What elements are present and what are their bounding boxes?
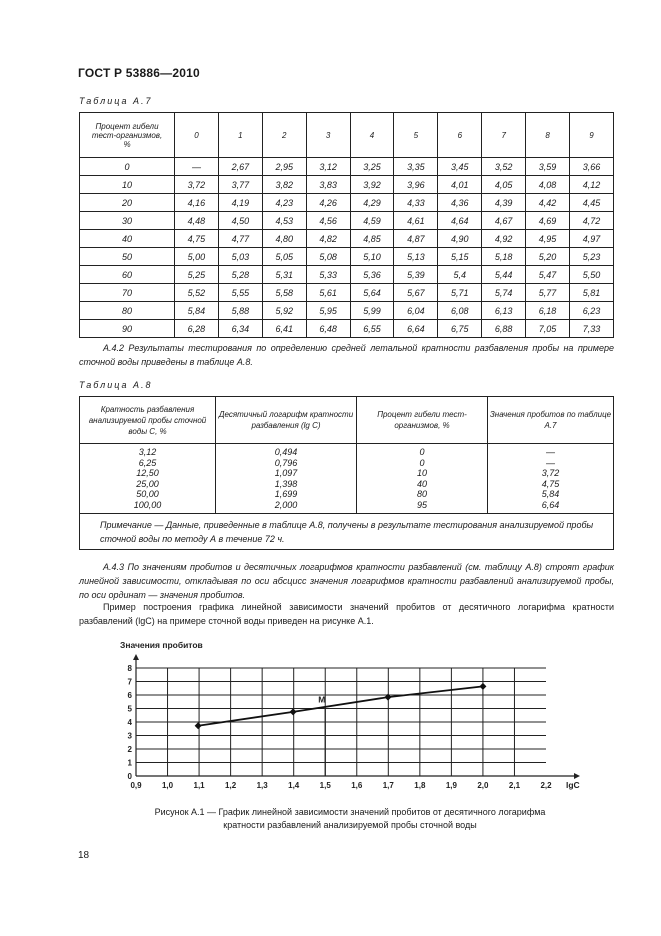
table-cell: 7,05 [526, 320, 570, 338]
x-tick-label: 2,0 [477, 781, 489, 790]
table-cell: 4,87 [394, 230, 438, 248]
table-cell: 5,20 [526, 248, 570, 266]
table-cell: 5,88 [218, 302, 262, 320]
table-cell: 4,92 [482, 230, 526, 248]
column-header: 6 [438, 113, 482, 158]
table-cell: 4,77 [218, 230, 262, 248]
table-cell: 6,18 [526, 302, 570, 320]
table-cell: 3,45 [438, 158, 482, 176]
table-cell: 2,67 [218, 158, 262, 176]
table-cell: 5,31 [262, 266, 306, 284]
column-header: 4 [350, 113, 394, 158]
table-cell: 4,08 [526, 176, 570, 194]
table-cell: 5,61 [306, 284, 350, 302]
table-cell: 2,95 [262, 158, 306, 176]
table-row [80, 158, 614, 176]
x-tick-label: 1,0 [161, 781, 174, 790]
table-a8-col-dilution: 3,12 6,25 12,50 25,00 50,00 100,00 [80, 444, 216, 514]
paragraph-a43: А.4.3 По значениям пробитов и десятичных логарифмов кратности разбавлений (см. таблицу А.8) строят график линейной зависимости, откладывая по оси абсцисс значения логарифмов кратности разбавлений анализируемой пробы, по оси ординат — значения пробитов. [79, 562, 614, 600]
y-tick-label: 2 [127, 745, 132, 754]
table-cell: 6,64 [394, 320, 438, 338]
table-cell: 4,12 [570, 176, 614, 194]
table-cell: 6,23 [570, 302, 614, 320]
x-axis-label: lgC [566, 780, 580, 790]
table-a7-header-row [80, 113, 614, 158]
y-tick-label: 4 [127, 718, 132, 727]
y-tick-label: 8 [127, 664, 132, 673]
x-tick-label: 2,2 [540, 781, 552, 790]
table-cell: 3,59 [526, 158, 570, 176]
table-cell: 3,92 [350, 176, 394, 194]
table-cell: 3,35 [394, 158, 438, 176]
table-cell: 5,15 [438, 248, 482, 266]
table-cell: 5,4 [438, 266, 482, 284]
y-tick-label: 0 [127, 772, 132, 781]
series-line [198, 686, 483, 725]
table-cell: 4,36 [438, 194, 482, 212]
data-point [195, 722, 202, 729]
table-a8-caption: Таблица А.8 [79, 380, 153, 390]
table-a8-col-probit: — — 3,72 4,75 5,84 6,64 [488, 444, 614, 514]
table-cell: 4,82 [306, 230, 350, 248]
table-cell: 6,34 [218, 320, 262, 338]
y-tick-label: 3 [127, 731, 132, 741]
corner-header-line: Процент гибели [95, 121, 159, 131]
table-cell: 5,81 [570, 284, 614, 302]
paragraph-example: Пример построения графика линейной зависимости значений пробитов от десятичного логарифма кратности разбавлений (lgC) на примере сточной воды приведен на рисунке А.1. [79, 602, 614, 626]
table-cell: 4,95 [526, 230, 570, 248]
column-header: 0 [175, 113, 219, 158]
table-cell: 5,84 [175, 302, 219, 320]
table-cell: 4,01 [438, 176, 482, 194]
document-title: ГОСТ Р 53886—2010 [78, 66, 200, 80]
table-cell: 6,04 [394, 302, 438, 320]
row-header-cell: 90 [80, 320, 175, 338]
table-cell: 5,10 [350, 248, 394, 266]
y-tick-label: 6 [127, 691, 132, 700]
column-header: 5 [394, 113, 438, 158]
table-row [80, 176, 614, 194]
table-cell: 4,05 [482, 176, 526, 194]
table-a8-header: Десятичный логарифм кратности разбавления (lg С) [216, 397, 357, 444]
table-cell: 4,85 [350, 230, 394, 248]
x-tick-label: 2,1 [508, 781, 521, 790]
table-cell: 5,23 [570, 248, 614, 266]
x-tick-label: 0,9 [130, 781, 142, 790]
table-cell: 4,50 [218, 212, 262, 230]
column-header: 3 [306, 113, 350, 158]
table-cell: 4,69 [526, 212, 570, 230]
table-cell: 3,52 [482, 158, 526, 176]
table-cell: 3,66 [570, 158, 614, 176]
table-cell: 4,67 [482, 212, 526, 230]
y-tick-label: 5 [127, 704, 132, 714]
table-cell: 4,39 [482, 194, 526, 212]
table-cell: 5,33 [306, 266, 350, 284]
corner-header-line: тест-организмов, [91, 130, 163, 140]
table-cell: 6,41 [262, 320, 306, 338]
y-tick-label: 1 [127, 758, 132, 768]
table-cell: 5,58 [262, 284, 306, 302]
paragraph-a42: А.4.2 Результаты тестирования по определению средней летальной кратности разбавления пробы на примере сточной воды приведены в таблице А.8. [79, 343, 614, 367]
table-cell: 4,45 [570, 194, 614, 212]
table-cell: 5,18 [482, 248, 526, 266]
table-cell: 4,75 [175, 230, 219, 248]
row-header-cell: 80 [80, 302, 175, 320]
table-cell: 4,33 [394, 194, 438, 212]
table-a7-corner-header [80, 113, 175, 158]
table-cell: 5,92 [262, 302, 306, 320]
table-a8-col-mortality: 0 0 10 40 80 95 [357, 444, 488, 514]
table-cell: 4,59 [350, 212, 394, 230]
table-cell: 6,88 [482, 320, 526, 338]
table-cell: 4,61 [394, 212, 438, 230]
table-a8-header-row [80, 397, 614, 444]
table-cell: 5,67 [394, 284, 438, 302]
table-cell: 4,72 [570, 212, 614, 230]
data-point [290, 708, 297, 715]
y-axis-label: Значения пробитов [120, 640, 203, 650]
row-header-cell: 10 [80, 176, 175, 194]
table-cell: 5,08 [306, 248, 350, 266]
table-cell: 5,03 [218, 248, 262, 266]
table-a7 [79, 112, 614, 338]
table-cell: 6,55 [350, 320, 394, 338]
table-cell: 6,48 [306, 320, 350, 338]
table-cell: 4,56 [306, 212, 350, 230]
table-row [80, 266, 614, 284]
table-cell: 5,95 [306, 302, 350, 320]
table-cell: 5,64 [350, 284, 394, 302]
table-cell: 4,53 [262, 212, 306, 230]
table-cell: 5,13 [394, 248, 438, 266]
column-header: 9 [570, 113, 614, 158]
table-cell: 5,39 [394, 266, 438, 284]
table-cell: 4,19 [218, 194, 262, 212]
table-a8-note-row [80, 514, 614, 550]
table-cell: 4,42 [526, 194, 570, 212]
table-cell: 4,97 [570, 230, 614, 248]
table-a8-header: Значения пробитов по таблице А.7 [488, 397, 614, 444]
table-cell: 3,72 [175, 176, 219, 194]
figure-a1-chart [100, 638, 600, 798]
table-cell: 6,08 [438, 302, 482, 320]
row-header-cell: 20 [80, 194, 175, 212]
row-header-cell: 30 [80, 212, 175, 230]
table-cell: 4,23 [262, 194, 306, 212]
y-tick-label: 7 [127, 677, 132, 687]
table-cell: 3,82 [262, 176, 306, 194]
x-tick-label: 1,2 [225, 781, 237, 790]
table-cell: 5,28 [218, 266, 262, 284]
table-a8-header: Кратность разбавления анализируемой пробы сточной воды С, % [80, 397, 216, 444]
table-a8-header: Процент гибели тест-организмов, % [357, 397, 488, 444]
data-point [479, 683, 486, 690]
table-row [80, 302, 614, 320]
row-header-cell: 0 [80, 158, 175, 176]
table-cell: 5,00 [175, 248, 219, 266]
x-tick-label: 1,1 [193, 781, 205, 790]
table-row [80, 212, 614, 230]
table-a7-caption: Таблица А.7 [79, 96, 153, 106]
table-cell: 7,33 [570, 320, 614, 338]
column-header: 1 [218, 113, 262, 158]
row-header-cell: 40 [80, 230, 175, 248]
table-cell: 5,36 [350, 266, 394, 284]
table-cell: 4,80 [262, 230, 306, 248]
table-cell: 5,44 [482, 266, 526, 284]
table-cell: 4,48 [175, 212, 219, 230]
table-cell: 4,29 [350, 194, 394, 212]
table-cell: 5,47 [526, 266, 570, 284]
table-cell: 4,64 [438, 212, 482, 230]
x-tick-label: 1,3 [256, 781, 268, 790]
table-cell: 3,12 [306, 158, 350, 176]
table-cell: 5,25 [175, 266, 219, 284]
table-cell: 3,25 [350, 158, 394, 176]
row-header-cell: 50 [80, 248, 175, 266]
table-row [80, 320, 614, 338]
table-cell: 5,71 [438, 284, 482, 302]
x-axis-arrow-icon [574, 773, 580, 779]
x-tick-label: 1,8 [414, 781, 426, 790]
x-tick-label: 1,4 [288, 781, 300, 790]
x-tick-label: 1,6 [351, 781, 363, 790]
table-cell: 5,52 [175, 284, 219, 302]
corner-header-line: % [123, 139, 131, 149]
table-row [80, 284, 614, 302]
column-header: 2 [262, 113, 306, 158]
table-cell: 6,13 [482, 302, 526, 320]
row-header-cell: 60 [80, 266, 175, 284]
table-cell: 6,28 [175, 320, 219, 338]
page-number: 18 [78, 850, 90, 861]
table-cell: 5,05 [262, 248, 306, 266]
table-cell: 4,16 [175, 194, 219, 212]
table-a8 [79, 396, 614, 550]
annotation-label-m: М [318, 694, 326, 705]
table-cell: 3,77 [218, 176, 262, 194]
x-tick-label: 1,7 [382, 781, 394, 790]
table-a8-data-row [80, 444, 614, 514]
table-cell: 5,50 [570, 266, 614, 284]
x-tick-label: 1,5 [319, 781, 331, 790]
table-a7-body [80, 158, 614, 338]
probit-chart-svg [100, 638, 600, 798]
table-cell: 4,26 [306, 194, 350, 212]
table-a8-col-log: 0,494 0,796 1,097 1,398 1,699 2,000 [216, 444, 357, 514]
table-row [80, 248, 614, 266]
table-cell: 3,96 [394, 176, 438, 194]
table-row [80, 230, 614, 248]
figure-a1-caption: Рисунок А.1 — График линейной зависимости значений пробитов от десятичного логарифма кратности разбавлений анализируемой пробы сточной воды [154, 807, 546, 830]
table-cell: 5,77 [526, 284, 570, 302]
x-tick-label: 1,9 [445, 781, 457, 790]
column-header: 8 [526, 113, 570, 158]
table-row [80, 194, 614, 212]
y-axis-arrow-icon [133, 654, 139, 660]
table-cell: 5,74 [482, 284, 526, 302]
table-cell: 5,55 [218, 284, 262, 302]
table-a8-note: Примечание — Данные, приведенные в таблице А.8, получены в результате тестирования анализируемой пробы сточной воды по методу А в течение 72 ч. [80, 514, 614, 550]
table-cell: 6,75 [438, 320, 482, 338]
table-cell: 5,99 [350, 302, 394, 320]
column-header: 7 [482, 113, 526, 158]
table-cell: 4,90 [438, 230, 482, 248]
table-cell: 3,83 [306, 176, 350, 194]
table-cell: — [175, 158, 219, 176]
row-header-cell: 70 [80, 284, 175, 302]
